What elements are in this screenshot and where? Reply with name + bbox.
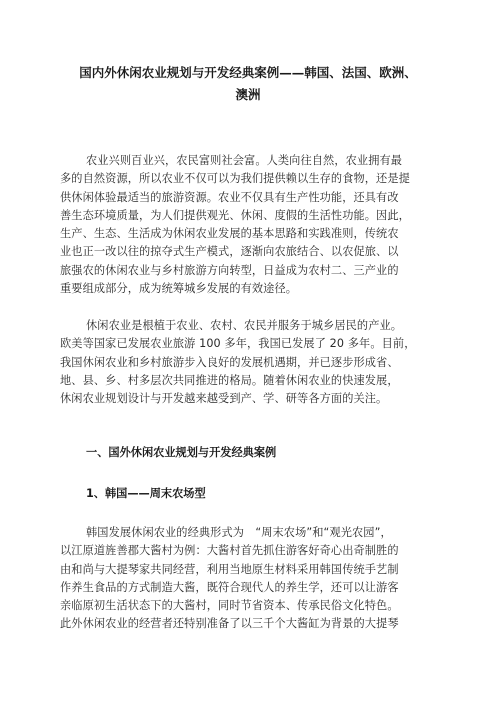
document-title — [60, 62, 436, 106]
text-line: 旅强农的休闲农业与乡村旅游方向转型，日益成为农村二、三产业的 — [60, 263, 399, 277]
text-line: 休闲农业是根植于农业、农村、农民并服务于城乡居民的产业。 — [86, 319, 403, 332]
text-line: 以江原道旌善郡大酱村为例：大酱村首先抓住游客好奇心出奇制胜的 — [60, 544, 399, 558]
text-line: 韩国发展休闲农业的经典形式为 “周末农场”和“观光农园”， — [86, 526, 392, 539]
text-line: 农业兴则百业兴，农民富则社会富。人类向往自然，农业拥有最 — [86, 154, 403, 167]
paragraph-korea — [60, 524, 434, 634]
section-heading: 一、国外休闲农业规划与开发经典案例 — [86, 446, 277, 459]
paragraph-development — [60, 317, 434, 408]
text-line: 由和尚与大提琴家共同经营，利用当地原生材料采用韩国传统手艺制 — [60, 562, 399, 576]
subsection-heading: 1、韩国——周末农场型 — [86, 487, 206, 500]
text-line: 多的自然资源，所以农业不仅可以为我们提供赖以生存的食物，还是提 — [60, 172, 410, 186]
text-line: 休闲农业规划设计与开发越来越受到产、学、研等各方面的关注。 — [60, 392, 388, 406]
text-line: 供休闲体验最适当的旅游资源。农业不仅具有生产性功能，还具有改 — [60, 190, 399, 204]
title-line: 国内外休闲农业规划与开发经典案例——韩国、法国、欧洲、 — [79, 65, 417, 80]
paragraph-intro — [60, 152, 434, 298]
text-line: 作养生食品的方式制造大酱，既符合现代人的养生学，还可以让游客 — [60, 580, 399, 594]
text-line: 地、县、乡、村多层次共同推进的格局。随着休闲农业的快速发展， — [60, 373, 399, 387]
text-line: 欧美等国家已发展农业旅游 100 多年，我国已发展了 20 多年。目前， — [60, 337, 416, 351]
text-line: 重要组成部分，成为统筹城乡发展的有效途径。 — [60, 282, 298, 296]
text-line: 亲临原初生活状态下的大酱村，同时节省资本、传承民俗文化特色。 — [60, 599, 399, 613]
text-line: 业也正一改以往的掠夺式生产模式，逐渐向农旅结合、以农促旅、以 — [60, 245, 399, 259]
text-line: 此外休闲农业的经营者还特别准备了以三千个大酱缸为背景的大提琴 — [60, 617, 399, 631]
text-line: 善生态环境质量，为人们提供观光、休闲、度假的生活性功能。因此， — [60, 208, 410, 222]
title-line: 澳洲 — [235, 87, 261, 102]
text-line: 我国休闲农业和乡村旅游步入良好的发展机遇期，并已逐步形成省、 — [60, 355, 399, 369]
text-line: 生产、生态、生活成为休闲农业发展的基本思路和实践准则，传统农 — [60, 227, 399, 241]
